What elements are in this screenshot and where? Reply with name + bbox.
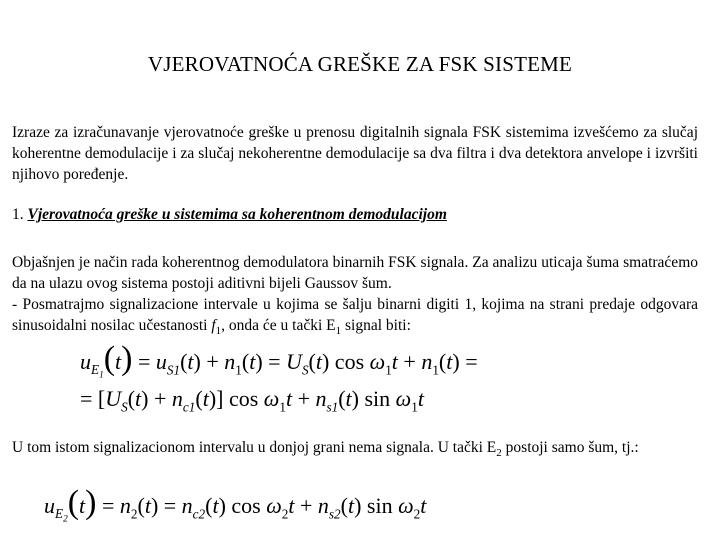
intro-paragraph: Izraze za izračunavanje vjerovatnoće greške u prenosu digitalnih signala FSK sistemima izvešćemo za slučaj koherentne demodulacije i za slučaj nekoherentne demodulacije sa dva filtra i dva detektora anvelope i izvršiti njihovo poređenje. — [12, 124, 698, 183]
body-sentence-2: - Posmatrajmo signalizacione intervale u kojima se šalju binarni digiti 1, kojima na strani predaje odgovara sinusoidalni nosilac učestanosti $f_1$, onda će u tački $E_1$ signal biti: — [12, 296, 698, 338]
paragraph-2: U tom istom signalizacionom intervalu u donjoj grani nema signala. U tački $E_2$ postoji samo šum, tj.: — [12, 439, 639, 460]
equation-1: $u_{E_1}(t) = u_{S1}(t) + n_1(t) = U_S(t)$ $\cos \omega_1t + n_1(t)$ = — [80, 340, 478, 381]
section-title: Vjerovatnoća greške u sistemima sa koherentnom demodulacijom — [27, 206, 447, 223]
equation-3: $u_{E_2}(t) = n_2(t) = n_{c2}(t)$ $\cos \omega_2t + n_{s2}(t)$ $\sin \omega_2t$ — [44, 484, 427, 525]
page-title: VJEROVATNOĆA GREŠKE ZA FSK SISTEME — [147, 52, 573, 76]
equation-2: = $[U_S(t) + n_{c1}(t)]$ $\cos \omega_1t + n_{s1}(t)$ $\sin \omega_1t$ — [80, 386, 424, 415]
section-number: 1. — [12, 206, 24, 223]
body-sentence-1: Objašnjen je način rada koherentnog demodulatora binarnih FSK signala. Za analizu uticaja šuma smatraćemo da na ulazu ovog sistema postoji aditivni bijeli Gaussov šum. — [12, 254, 698, 292]
body-paragraph — [12, 252, 698, 342]
section-heading — [12, 206, 447, 224]
